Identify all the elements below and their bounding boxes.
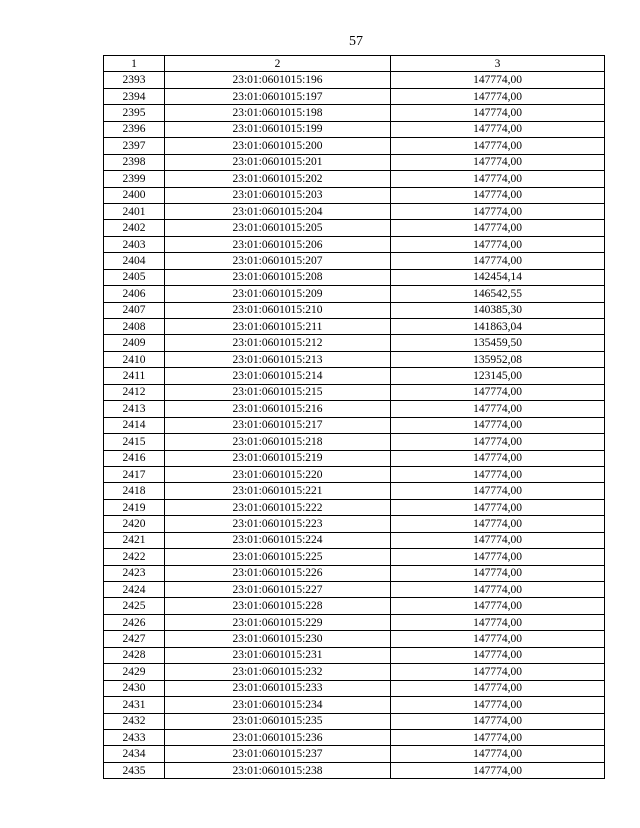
row-number-cell: 2396: [104, 121, 165, 137]
cadastral-number-cell: 23:01:0601015:222: [165, 499, 391, 515]
row-number-cell: 2429: [104, 664, 165, 680]
cadastral-number-cell: 23:01:0601015:216: [165, 401, 391, 417]
row-number-cell: 2435: [104, 762, 165, 778]
row-number-cell: 2412: [104, 384, 165, 400]
table-row: [104, 72, 605, 88]
cadastral-number-cell: 23:01:0601015:233: [165, 680, 391, 696]
row-number-cell: 2411: [104, 368, 165, 384]
value-cell: 147774,00: [391, 532, 605, 548]
row-number-cell: 2416: [104, 450, 165, 466]
cadastral-number-cell: 23:01:0601015:218: [165, 434, 391, 450]
value-cell: 147774,00: [391, 647, 605, 663]
value-cell: 142454,14: [391, 269, 605, 285]
table-row: [104, 187, 605, 203]
cadastral-number-cell: 23:01:0601015:197: [165, 88, 391, 104]
cadastral-number-cell: 23:01:0601015:210: [165, 302, 391, 318]
table-row: [104, 236, 605, 252]
value-cell: 147774,00: [391, 138, 605, 154]
value-cell: 147774,00: [391, 516, 605, 532]
cadastral-number-cell: 23:01:0601015:198: [165, 105, 391, 121]
row-number-cell: 2425: [104, 598, 165, 614]
row-number-cell: 2419: [104, 499, 165, 515]
row-number-cell: 2400: [104, 187, 165, 203]
table-body: [104, 72, 605, 779]
value-cell: 147774,00: [391, 713, 605, 729]
row-number-cell: 2413: [104, 401, 165, 417]
value-cell: 147774,00: [391, 664, 605, 680]
value-cell: 147774,00: [391, 220, 605, 236]
value-cell: 147774,00: [391, 697, 605, 713]
cadastral-number-cell: 23:01:0601015:201: [165, 154, 391, 170]
cadastral-number-cell: 23:01:0601015:204: [165, 203, 391, 219]
row-number-cell: 2409: [104, 335, 165, 351]
table-row: [104, 598, 605, 614]
value-cell: 147774,00: [391, 680, 605, 696]
cadastral-number-cell: 23:01:0601015:225: [165, 549, 391, 565]
table-row: [104, 384, 605, 400]
row-number-cell: 2431: [104, 697, 165, 713]
cadastral-number-cell: 23:01:0601015:229: [165, 614, 391, 630]
table-row: [104, 269, 605, 285]
cadastral-number-cell: 23:01:0601015:223: [165, 516, 391, 532]
table-row: [104, 351, 605, 367]
table-row: [104, 368, 605, 384]
value-cell: 147774,00: [391, 384, 605, 400]
row-number-cell: 2426: [104, 614, 165, 630]
table-row: [104, 549, 605, 565]
data-table: [103, 55, 605, 779]
table-row: [104, 483, 605, 499]
row-number-cell: 2434: [104, 746, 165, 762]
table-row: [104, 138, 605, 154]
value-cell: 147774,00: [391, 762, 605, 778]
cadastral-number-cell: 23:01:0601015:237: [165, 746, 391, 762]
value-cell: 147774,00: [391, 631, 605, 647]
value-cell: 147774,00: [391, 253, 605, 269]
table-row: [104, 335, 605, 351]
table-row: [104, 88, 605, 104]
table-row: [104, 401, 605, 417]
cadastral-number-cell: 23:01:0601015:211: [165, 319, 391, 335]
table-row: [104, 680, 605, 696]
cadastral-number-cell: 23:01:0601015:199: [165, 121, 391, 137]
table-row: [104, 647, 605, 663]
row-number-cell: 2418: [104, 483, 165, 499]
table-row: [104, 220, 605, 236]
value-cell: 147774,00: [391, 582, 605, 598]
table-row: [104, 565, 605, 581]
cadastral-number-cell: 23:01:0601015:214: [165, 368, 391, 384]
cadastral-number-cell: 23:01:0601015:200: [165, 138, 391, 154]
value-cell: 147774,00: [391, 171, 605, 187]
value-cell: 147774,00: [391, 450, 605, 466]
cadastral-number-cell: 23:01:0601015:238: [165, 762, 391, 778]
table-row: [104, 713, 605, 729]
row-number-cell: 2420: [104, 516, 165, 532]
row-number-cell: 2430: [104, 680, 165, 696]
value-cell: 135459,50: [391, 335, 605, 351]
row-number-cell: 2407: [104, 302, 165, 318]
table-row: [104, 203, 605, 219]
table-row: [104, 762, 605, 778]
row-number-cell: 2433: [104, 729, 165, 745]
row-number-cell: 2401: [104, 203, 165, 219]
table-row: [104, 697, 605, 713]
table-row: [104, 450, 605, 466]
row-number-cell: 2406: [104, 286, 165, 302]
value-cell: 147774,00: [391, 88, 605, 104]
cadastral-number-cell: 23:01:0601015:213: [165, 351, 391, 367]
value-cell: 147774,00: [391, 203, 605, 219]
row-number-cell: 2402: [104, 220, 165, 236]
value-cell: 140385,30: [391, 302, 605, 318]
cadastral-number-cell: 23:01:0601015:230: [165, 631, 391, 647]
row-number-cell: 2432: [104, 713, 165, 729]
value-cell: 141863,04: [391, 319, 605, 335]
value-cell: 147774,00: [391, 466, 605, 482]
table-row: [104, 664, 605, 680]
value-cell: 123145,00: [391, 368, 605, 384]
cadastral-number-cell: 23:01:0601015:208: [165, 269, 391, 285]
row-number-cell: 2404: [104, 253, 165, 269]
table-row: [104, 631, 605, 647]
table-row: [104, 302, 605, 318]
row-number-cell: 2394: [104, 88, 165, 104]
value-cell: 147774,00: [391, 154, 605, 170]
column-header-3: 3: [391, 56, 605, 72]
row-number-cell: 2427: [104, 631, 165, 647]
row-number-cell: 2410: [104, 351, 165, 367]
row-number-cell: 2395: [104, 105, 165, 121]
cadastral-number-cell: 23:01:0601015:231: [165, 647, 391, 663]
row-number-cell: 2423: [104, 565, 165, 581]
cadastral-number-cell: 23:01:0601015:235: [165, 713, 391, 729]
table-row: [104, 105, 605, 121]
value-cell: 147774,00: [391, 401, 605, 417]
value-cell: 147774,00: [391, 549, 605, 565]
table-row: [104, 286, 605, 302]
column-header-2: 2: [165, 56, 391, 72]
cadastral-number-cell: 23:01:0601015:228: [165, 598, 391, 614]
row-number-cell: 2428: [104, 647, 165, 663]
row-number-cell: 2397: [104, 138, 165, 154]
value-cell: 135952,08: [391, 351, 605, 367]
table-row: [104, 253, 605, 269]
value-cell: 147774,00: [391, 121, 605, 137]
cadastral-number-cell: 23:01:0601015:205: [165, 220, 391, 236]
table-row: [104, 319, 605, 335]
table-row: [104, 434, 605, 450]
value-cell: 147774,00: [391, 614, 605, 630]
row-number-cell: 2403: [104, 236, 165, 252]
cadastral-number-cell: 23:01:0601015:227: [165, 582, 391, 598]
cadastral-number-cell: 23:01:0601015:209: [165, 286, 391, 302]
table-row: [104, 499, 605, 515]
cadastral-number-cell: 23:01:0601015:236: [165, 729, 391, 745]
value-cell: 147774,00: [391, 483, 605, 499]
table-row: [104, 466, 605, 482]
cadastral-number-cell: 23:01:0601015:196: [165, 72, 391, 88]
cadastral-number-cell: 23:01:0601015:215: [165, 384, 391, 400]
cadastral-number-cell: 23:01:0601015:217: [165, 417, 391, 433]
value-cell: 147774,00: [391, 72, 605, 88]
cadastral-number-cell: 23:01:0601015:234: [165, 697, 391, 713]
row-number-cell: 2422: [104, 549, 165, 565]
table-row: [104, 582, 605, 598]
table-row: [104, 154, 605, 170]
cadastral-number-cell: 23:01:0601015:212: [165, 335, 391, 351]
value-cell: 147774,00: [391, 236, 605, 252]
cadastral-number-cell: 23:01:0601015:224: [165, 532, 391, 548]
row-number-cell: 2421: [104, 532, 165, 548]
table-row: [104, 614, 605, 630]
header-row: [104, 56, 605, 72]
value-cell: 147774,00: [391, 417, 605, 433]
table-row: [104, 171, 605, 187]
table-row: [104, 729, 605, 745]
cadastral-number-cell: 23:01:0601015:207: [165, 253, 391, 269]
row-number-cell: 2415: [104, 434, 165, 450]
table-row: [104, 746, 605, 762]
cadastral-number-cell: 23:01:0601015:206: [165, 236, 391, 252]
row-number-cell: 2408: [104, 319, 165, 335]
value-cell: 147774,00: [391, 187, 605, 203]
cadastral-number-cell: 23:01:0601015:203: [165, 187, 391, 203]
value-cell: 147774,00: [391, 434, 605, 450]
page-number: 57: [349, 34, 363, 49]
column-header-1: 1: [104, 56, 165, 72]
value-cell: 147774,00: [391, 746, 605, 762]
cadastral-number-cell: 23:01:0601015:202: [165, 171, 391, 187]
cadastral-number-cell: 23:01:0601015:221: [165, 483, 391, 499]
cadastral-number-cell: 23:01:0601015:219: [165, 450, 391, 466]
cadastral-number-cell: 23:01:0601015:226: [165, 565, 391, 581]
row-number-cell: 2405: [104, 269, 165, 285]
value-cell: 147774,00: [391, 499, 605, 515]
value-cell: 147774,00: [391, 105, 605, 121]
row-number-cell: 2414: [104, 417, 165, 433]
value-cell: 147774,00: [391, 565, 605, 581]
table-row: [104, 121, 605, 137]
row-number-cell: 2424: [104, 582, 165, 598]
cadastral-number-cell: 23:01:0601015:220: [165, 466, 391, 482]
cadastral-number-cell: 23:01:0601015:232: [165, 664, 391, 680]
value-cell: 146542,55: [391, 286, 605, 302]
value-cell: 147774,00: [391, 598, 605, 614]
table-row: [104, 417, 605, 433]
row-number-cell: 2399: [104, 171, 165, 187]
value-cell: 147774,00: [391, 729, 605, 745]
table-row: [104, 516, 605, 532]
table-header: [104, 56, 605, 72]
row-number-cell: 2398: [104, 154, 165, 170]
table-row: [104, 532, 605, 548]
row-number-cell: 2393: [104, 72, 165, 88]
row-number-cell: 2417: [104, 466, 165, 482]
